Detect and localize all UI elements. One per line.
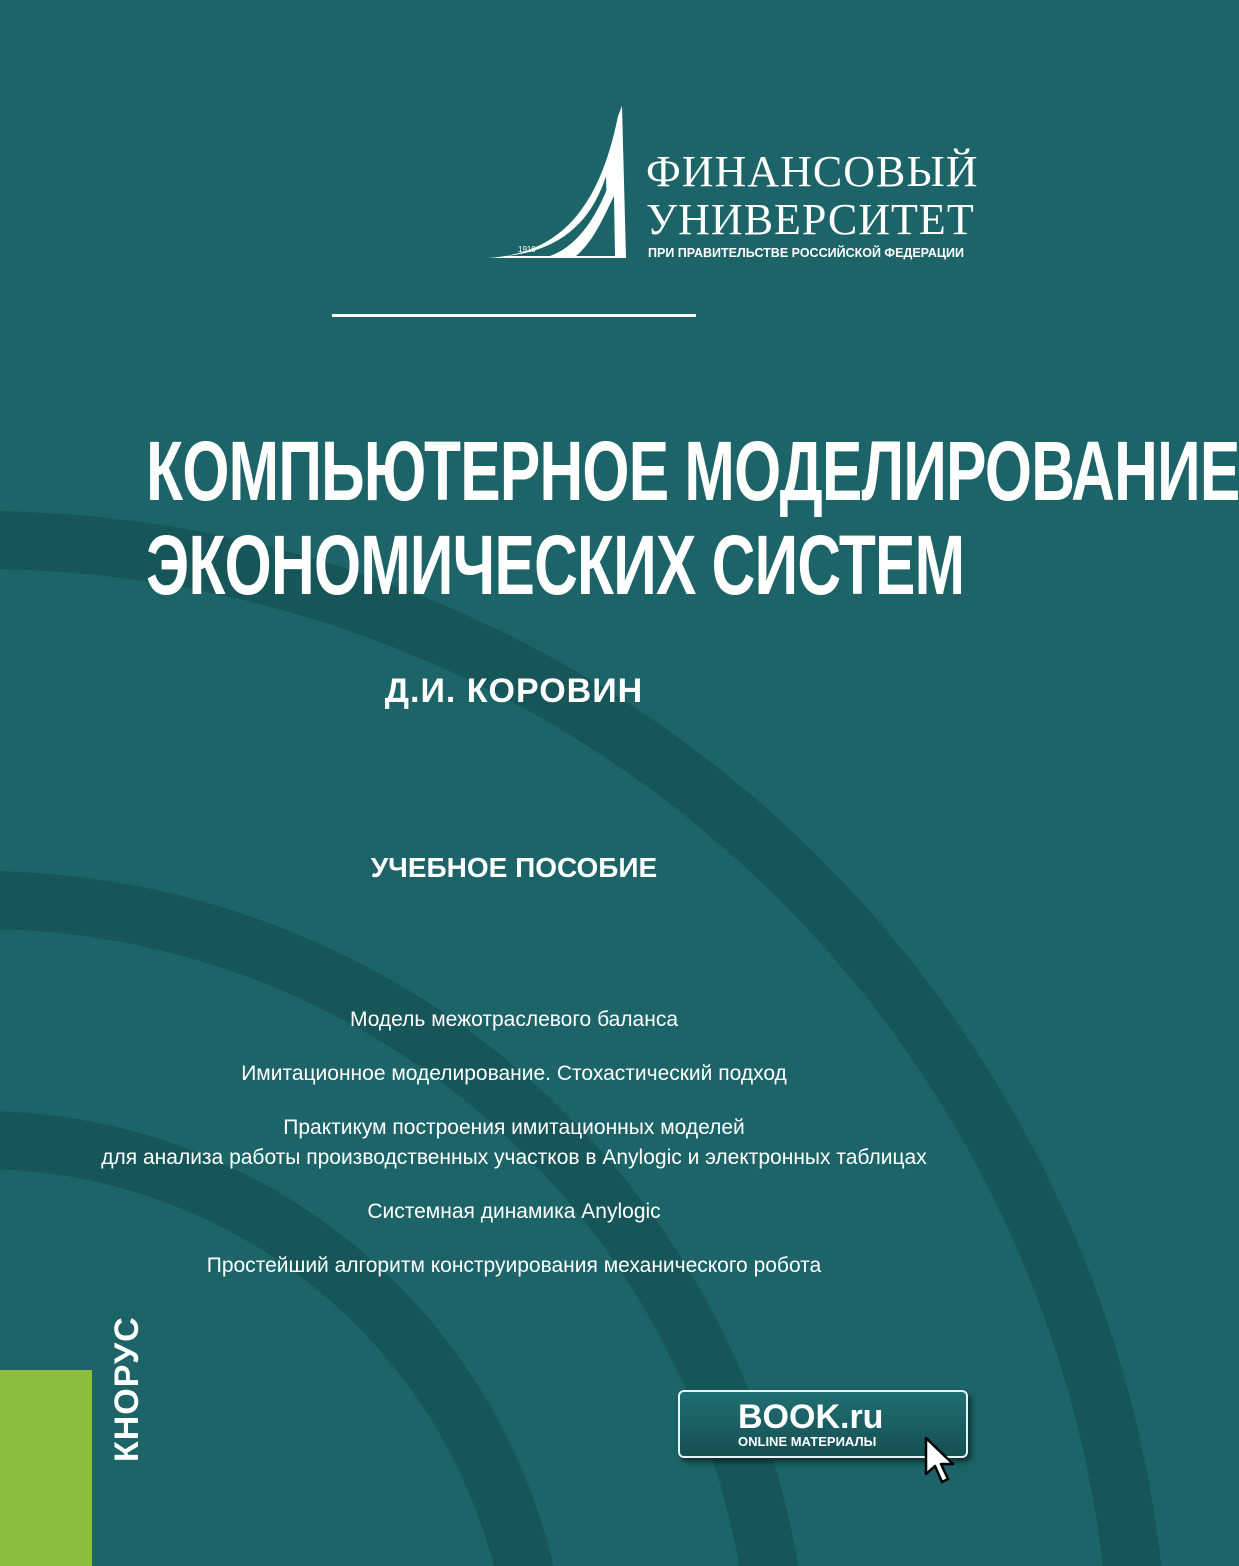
university-logo xyxy=(486,106,979,266)
book-title xyxy=(146,424,1239,612)
topic-line: Практикум построения имитационных моделей xyxy=(283,1116,745,1139)
publisher-name: КНОРУС xyxy=(108,1316,146,1462)
topic-item xyxy=(0,1059,1028,1089)
document-type: УЧЕБНОЕ ПОСОБИЕ xyxy=(370,852,658,883)
topic-line: Простейший алгоритм конструирования механического робота xyxy=(206,1254,822,1277)
sail-logo-icon xyxy=(486,106,636,261)
author-name: Д.И. КОРОВИН xyxy=(384,672,644,710)
header-divider xyxy=(332,314,696,317)
logo-subtitle: ПРИ ПРАВИТЕЛЬСТВЕ РОССИЙСКОЙ ФЕДЕРАЦИИ xyxy=(648,246,965,260)
topic-line: Системная динамика Anylogic xyxy=(367,1200,661,1223)
topic-item xyxy=(0,1113,1028,1173)
logo-title-line2: УНИВЕРСИТЕТ xyxy=(646,195,975,244)
topics-list xyxy=(0,1005,1028,1305)
online-materials-label: ONLINE МАТЕРИАЛЫ xyxy=(738,1434,877,1449)
logo-year: 1919 xyxy=(518,245,536,254)
book-title-line2: ЭКОНОМИЧЕСКИХ СИСТЕМ xyxy=(146,518,965,612)
topic-item xyxy=(0,1197,1028,1227)
topic-item xyxy=(0,1005,1028,1035)
logo-title-line1: ФИНАНСОВЫЙ xyxy=(646,147,979,196)
topic-line: Модель межотраслевого баланса xyxy=(349,1008,678,1031)
book-title-line1: КОМПЬЮТЕРНОЕ МОДЕЛИРОВАНИЕ xyxy=(146,424,1239,518)
cursor-arrow-icon xyxy=(924,1436,960,1488)
spine-green-band xyxy=(0,1370,92,1566)
topic-line: Имитационное моделирование. Стохастический подход xyxy=(241,1062,787,1085)
topic-item xyxy=(0,1251,1028,1281)
topic-line: для анализа работы производственных участков в Anylogic и электронных таблицах xyxy=(101,1146,927,1169)
book-ru-label: BOOK.ru xyxy=(738,1398,884,1436)
